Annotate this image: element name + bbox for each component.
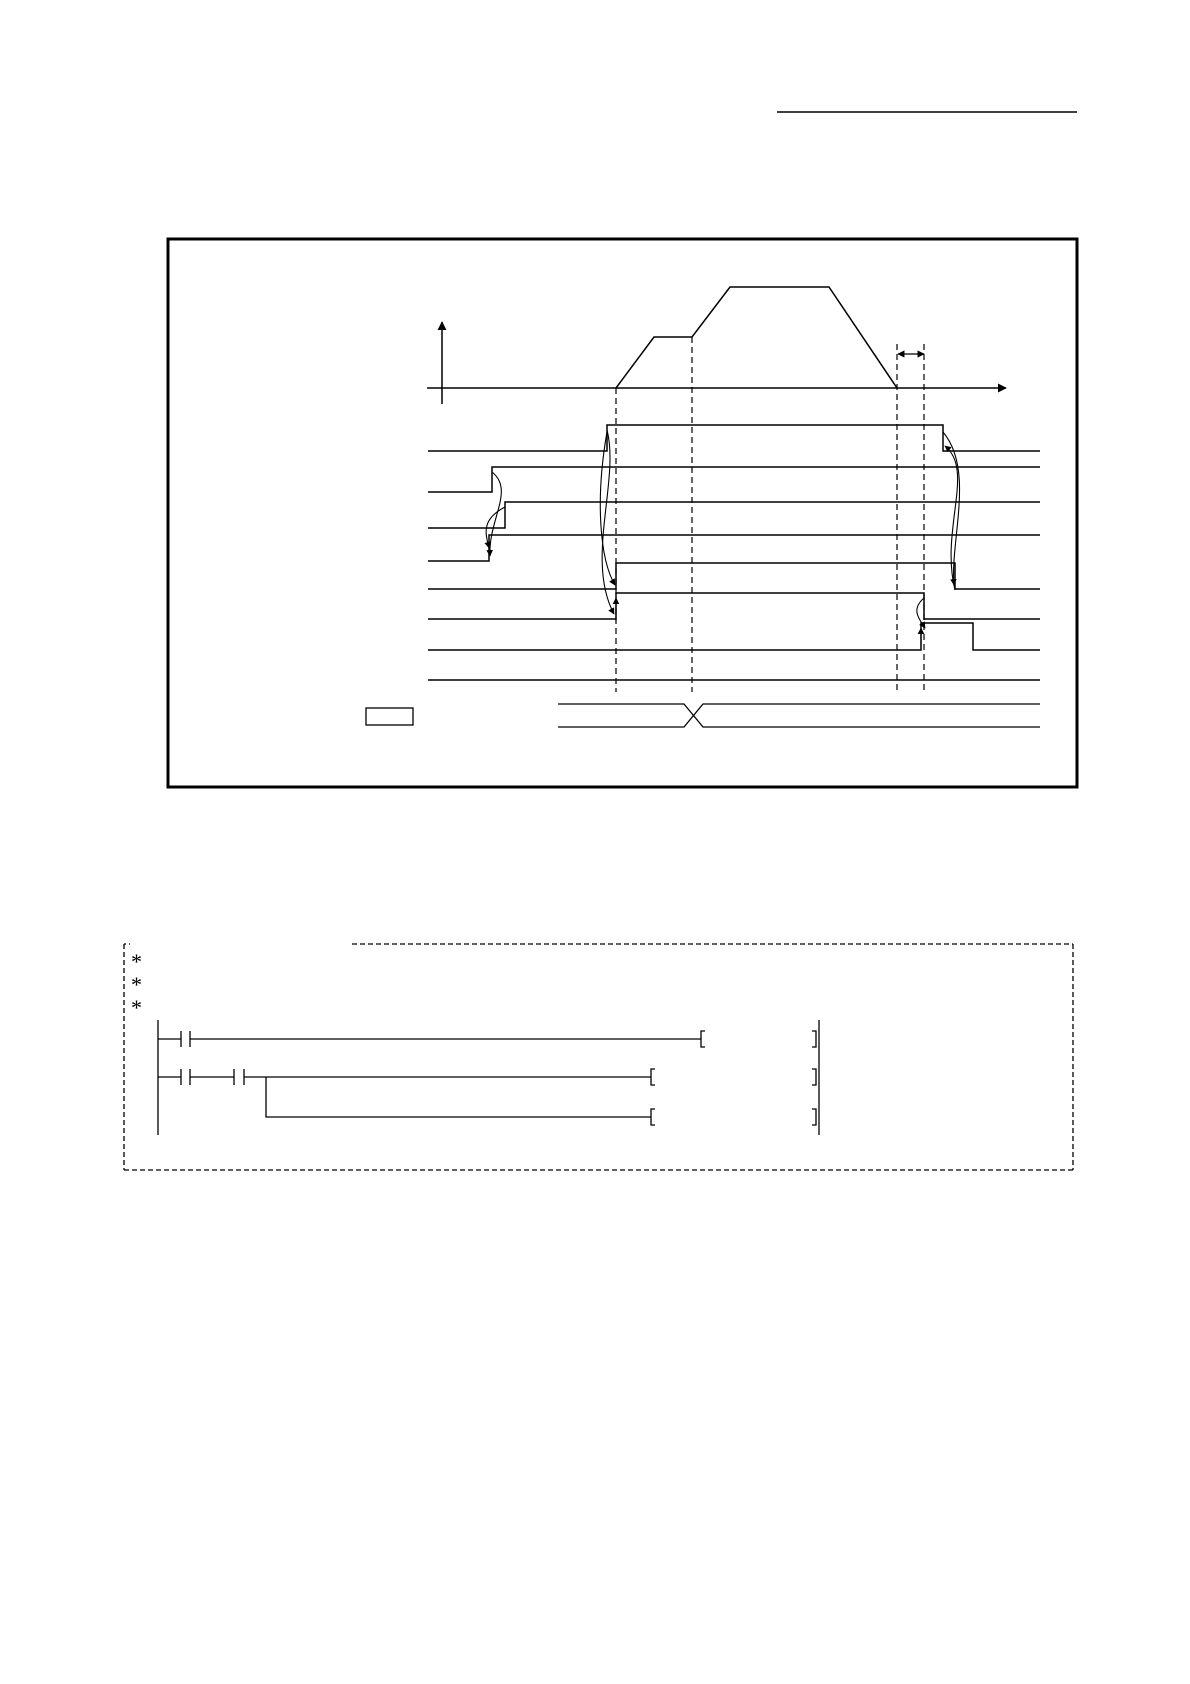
comment-marker: * [131,995,142,1020]
signal-row [428,467,1040,492]
comment-marker: * [131,972,142,997]
ladder-program [124,944,1073,1170]
time-reference-lines [616,337,924,692]
signal-rows [428,425,1040,680]
timing-chart-frame [168,239,1077,787]
signal-row [428,425,1040,451]
branch-wire [266,1077,651,1117]
signal-row [428,623,1040,650]
comment-markers [131,950,142,1019]
comment-marker: * [131,949,142,974]
bus-signal-upper [558,704,1040,727]
signal-row [428,563,1040,589]
bus-signal-lower [558,704,1040,727]
instruction-bracket-close [812,1069,816,1085]
instruction-bracket-close [812,1109,816,1125]
instruction-bracket-close [812,1031,816,1047]
bus-signal [558,704,1040,727]
instruction-bracket-open [651,1109,655,1125]
signal-row [428,502,1040,528]
handshake-arrows [486,430,959,646]
ladder-rung [158,1069,816,1125]
signal-row [428,535,1040,561]
instruction-bracket-open [651,1069,655,1085]
ladder-rung [158,1031,816,1047]
speed-profile [616,287,897,388]
instruction-bracket-open [701,1031,705,1047]
timing-chart [168,239,1077,787]
handshake-arrow [602,430,614,614]
bus-label-box [366,708,413,725]
signal-row [428,593,1040,619]
